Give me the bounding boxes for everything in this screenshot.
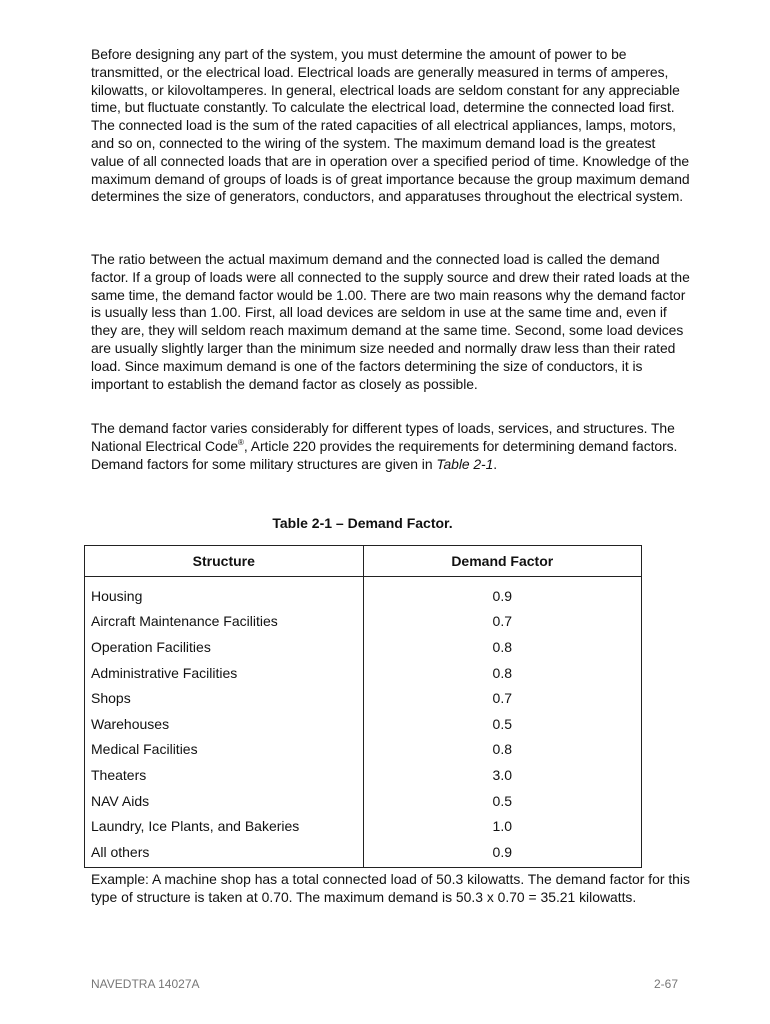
paragraph-text: The demand factor varies considerably for different types of loads, services, and structures. The National Electrical Code: [91, 420, 675, 454]
table-row: [85, 711, 642, 737]
structure-cell: Aircraft Maintenance Facilities: [85, 609, 364, 635]
demand-factor-cell: 0.8: [363, 660, 641, 686]
header-structure: Structure: [85, 546, 364, 577]
paragraph-text: , Article 220 provides the requirements for determining demand factors. Demand factors for some military structures are given in: [91, 437, 678, 472]
demand-factor-cell: 0.8: [363, 737, 641, 763]
table-reference: Table 2-1: [436, 455, 494, 472]
demand-factor-cell: 0.9: [363, 839, 641, 867]
structure-cell: Theaters: [85, 762, 364, 788]
demand-factor-cell: 0.5: [363, 788, 641, 814]
structure-cell: Laundry, Ice Plants, and Bakeries: [85, 813, 364, 839]
demand-factor-cell: 0.8: [363, 634, 641, 660]
demand-factor-cell: 1.0: [363, 813, 641, 839]
table-row: [85, 685, 642, 711]
table-row: [85, 788, 642, 814]
table-row: [85, 577, 642, 609]
table-row: [85, 660, 642, 686]
structure-cell: NAV Aids: [85, 788, 364, 814]
table-row: [85, 839, 642, 867]
paragraph-demand-factor-variation: [91, 420, 691, 473]
footer-page-number: 2-67: [654, 977, 679, 991]
demand-factor-cell: 0.9: [363, 577, 641, 609]
table-row: [85, 813, 642, 839]
structure-cell: Shops: [85, 685, 364, 711]
structure-cell: Warehouses: [85, 711, 364, 737]
table-row: [85, 634, 642, 660]
structure-cell: All others: [85, 839, 364, 867]
registered-mark: ®: [238, 437, 244, 447]
header-demand-factor: Demand Factor: [363, 546, 641, 577]
structure-cell: Housing: [85, 577, 364, 609]
demand-factor-cell: 0.7: [363, 609, 641, 635]
table-caption: Table 2-1 – Demand Factor.: [272, 515, 453, 531]
structure-cell: Administrative Facilities: [85, 660, 364, 686]
paragraph-demand-factor-ratio: The ratio between the actual maximum demand and the connected load is called the demand factor. If a group of loads were all connected to the supply source and drew their rated loads at the same time, the demand factor would be 1.00. There are two main reasons why the demand factor is usually less than 1.00. First, all load devices are seldom in use at the same time and, even if they are, they will seldom reach maximum demand at the same time. Second, some load devices are usually slightly larger than the minimum size needed and normally draw less than their rated load. Since maximum demand is one of the factors determining the size of conductors, it is important to establish the demand factor as closely as possible.: [91, 251, 690, 392]
table-header-row: [85, 546, 642, 577]
table-row: [85, 762, 642, 788]
example-paragraph: Example: A machine shop has a total connected load of 50.3 kilowatts. The demand factor for this type of structure is taken at 0.70. The maximum demand is 50.3 x 0.70 = 35.21 kilowatts.: [91, 871, 690, 905]
structure-cell: Operation Facilities: [85, 634, 364, 660]
paragraph-electrical-load: Before designing any part of the system, you must determine the amount of power to be transmitted, or the electrical load. Electrical loads are generally measured in terms of amperes, kilowatts, or kilovoltamperes. In general, electrical loads are seldom constant for any appreciable time, but fluctuate constantly. To calculate the electrical load, determine the connected load first. The connected load is the sum of the rated capacities of all electrical appliances, lamps, motors, and so on, connected to the wiring of the system. The maximum demand load is the greatest value of all connected loads that are in operation over a specified period of time. Knowledge of the maximum demand of groups of loads is of great importance because the group maximum demand determines the size of generators, conductors, and apparatuses throughout the electrical system.: [91, 46, 690, 205]
demand-factor-cell: 3.0: [363, 762, 641, 788]
demand-factor-cell: 0.5: [363, 711, 641, 737]
paragraph-text: .: [493, 455, 498, 472]
structure-cell: Medical Facilities: [85, 737, 364, 763]
table-row: [85, 609, 642, 635]
footer-document-id: NAVEDTRA 14027A: [91, 977, 200, 991]
table-row: [85, 737, 642, 763]
demand-factor-cell: 0.7: [363, 685, 641, 711]
demand-factor-table: [84, 545, 642, 868]
